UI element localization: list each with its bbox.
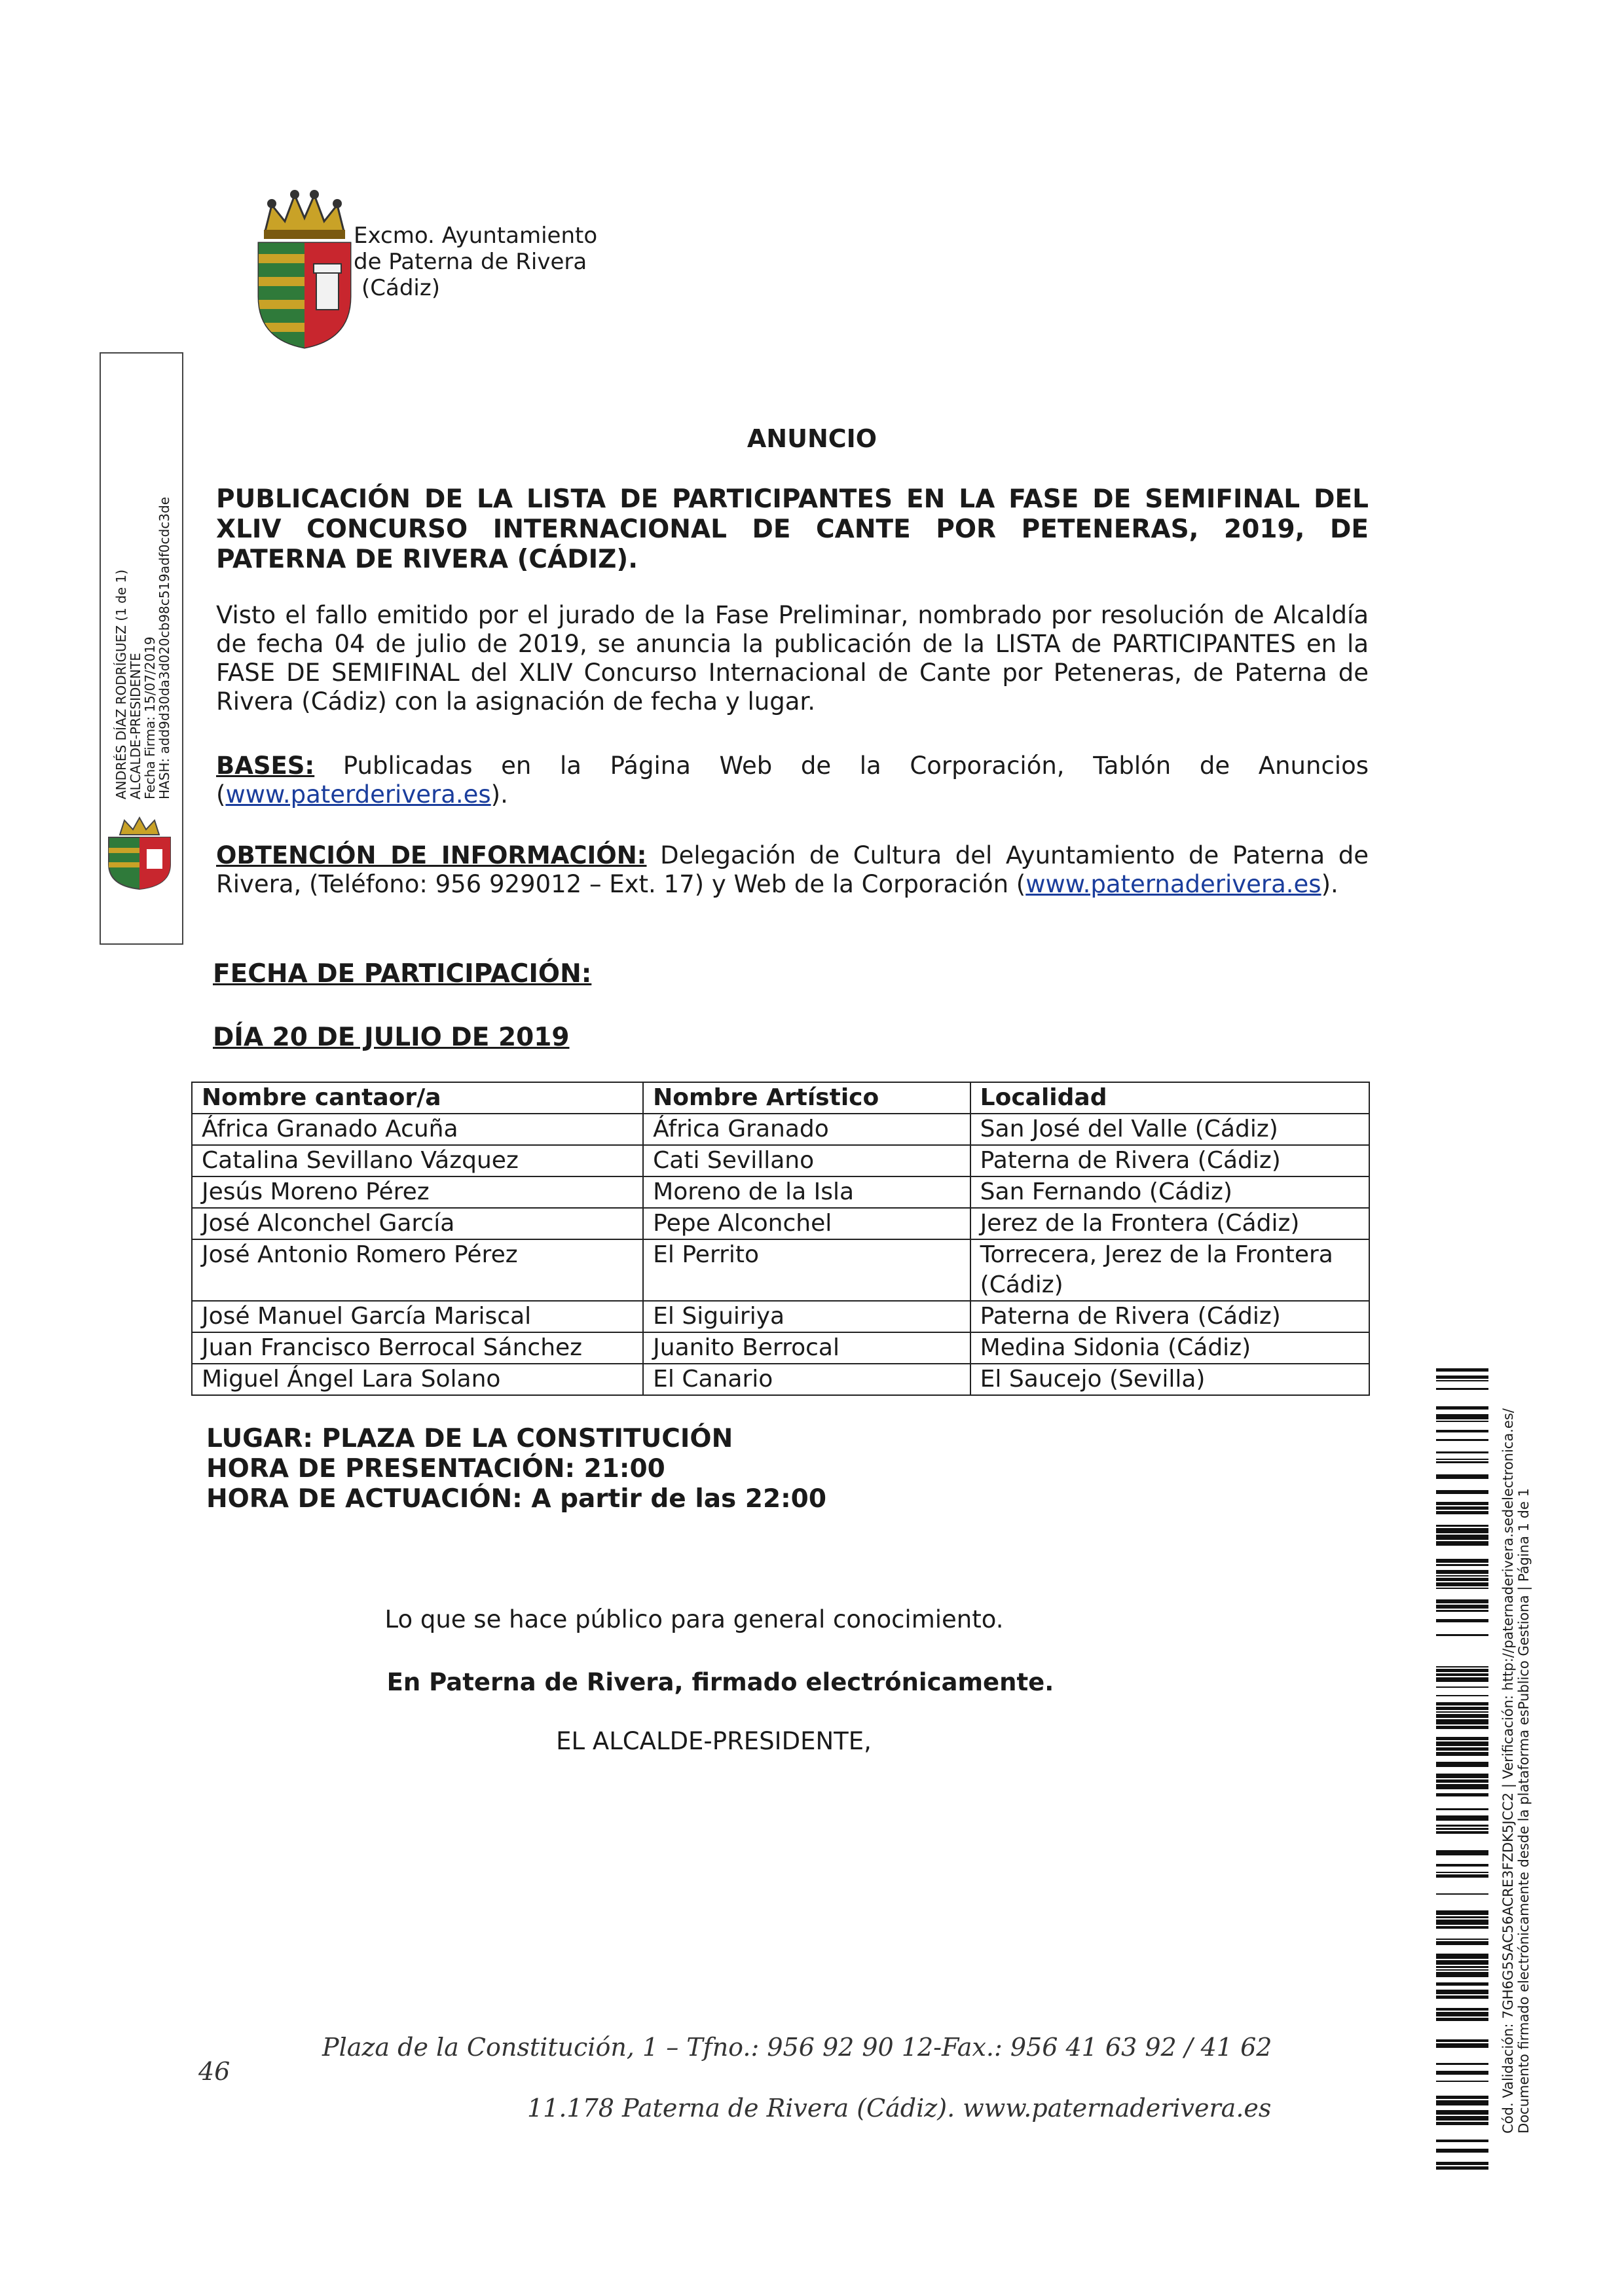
header-line-3: (Cádiz) — [361, 275, 440, 301]
signature-hash: HASH: add9d30da3d020cb98c519adf0cdc3de — [157, 496, 172, 800]
footer-city: 11.178 Paterna de Rivera (Cádiz). www.paternaderivera.es — [527, 2094, 1272, 2123]
validation-text — [1500, 1408, 1532, 2134]
table-row — [192, 1364, 1369, 1395]
cell-artistico: El Siguiriya — [643, 1301, 970, 1332]
cell-localidad: Jerez de la Frontera (Cádiz) — [970, 1208, 1369, 1239]
bases-label: BASES: — [216, 752, 315, 780]
cell-nombre: Catalina Sevillano Vázquez — [192, 1145, 643, 1176]
table-row — [192, 1301, 1369, 1332]
cell-artistico: Cati Sevillano — [643, 1145, 970, 1176]
cell-artistico: África Granado — [643, 1114, 970, 1145]
cell-nombre: José Manuel García Mariscal — [192, 1301, 643, 1332]
event-details — [206, 1424, 826, 1514]
cell-nombre: José Antonio Romero Pérez — [192, 1239, 643, 1301]
header-localidad: Localidad — [970, 1082, 1369, 1114]
cell-localidad: Paterna de Rivera (Cádiz) — [970, 1145, 1369, 1176]
cell-nombre: Jesús Moreno Pérez — [192, 1176, 643, 1208]
bases-link[interactable]: www.paterderivera.es — [225, 780, 491, 809]
closing-line-2: En Paterna de Rivera, firmado electrónicamente. — [386, 1668, 1054, 1696]
page-title: ANUNCIO — [747, 424, 877, 453]
hora-presentacion-line: HORA DE PRESENTACIÓN: 21:00 — [206, 1454, 665, 1484]
footer-address: Plaza de la Constitución, 1 – Tfno.: 956 92 90 12-Fax.: 956 41 63 92 / 41 62 — [322, 2033, 1272, 2062]
closing-line-3: EL ALCALDE-PRESIDENTE, — [556, 1727, 872, 1755]
lugar-line: LUGAR: PLAZA DE LA CONSTITUCIÓN — [206, 1424, 733, 1453]
barcode — [1436, 1368, 1488, 2177]
cell-localidad: Medina Sidonia (Cádiz) — [970, 1332, 1369, 1364]
cell-nombre: África Granado Acuña — [192, 1114, 643, 1145]
validation-platform: Documento firmado electrónicamente desde la plataforma esPublico Gestiona | Página 1 de 1 — [1516, 1488, 1532, 2134]
info-link[interactable]: www.paternaderivera.es — [1025, 870, 1321, 898]
table-header-row — [192, 1082, 1369, 1114]
signer-name: ANDRÉS DÍAZ RODRÍGUEZ (1 de 1) — [113, 569, 129, 800]
header-line-2: de Paterna de Rivera — [354, 249, 587, 275]
dia-label: DÍA 20 DE JULIO DE 2019 — [213, 1023, 570, 1052]
cell-localidad: El Saucejo (Sevilla) — [970, 1364, 1369, 1395]
fecha-label: FECHA DE PARTICIPACIÓN: — [213, 959, 592, 989]
signature-stamp-text — [114, 497, 172, 799]
municipal-crest-logo — [252, 185, 357, 349]
cell-nombre: Juan Francisco Berrocal Sánchez — [192, 1332, 643, 1364]
hora-actuacion-line: HORA DE ACTUACIÓN: A partir de las 22:00 — [206, 1484, 826, 1514]
cell-localidad: Torrecera, Jerez de la Frontera (Cádiz) — [970, 1239, 1369, 1301]
cell-nombre: José Alconchel García — [192, 1208, 643, 1239]
table-row — [192, 1332, 1369, 1364]
signature-date: Fecha Firma: 15/07/2019 — [142, 636, 158, 800]
table-row — [192, 1145, 1369, 1176]
cell-artistico: Pepe Alconchel — [643, 1208, 970, 1239]
cell-artistico: Moreno de la Isla — [643, 1176, 970, 1208]
publication-heading: PUBLICACIÓN DE LA LISTA DE PARTICIPANTES EN LA FASE DE SEMIFINAL DEL XLIV CONCURSO INTERNACIONAL DE CANTE POR PETENERAS, 2019, DE PATERNA DE RIVERA (CÁDIZ). — [216, 484, 1369, 574]
closing-line-1: Lo que se hace público para general conocimiento. — [384, 1605, 1004, 1633]
intro-paragraph: Visto el fallo emitido por el jurado de la Fase Preliminar, nombrado por resolución de Alcaldía de fecha 04 de julio de 2019, se anuncia la publicación de la LISTA de PARTICIPANTES en la FASE DE SEMIFINAL del XLIV Concurso Internacional de Cante por Peteneras, de Paterna de Rivera (Cádiz) con la asignación de fecha y lugar. — [216, 601, 1369, 716]
validation-code: Cód. Validación: 7GH6G5SAC56ACRE3FZDK5JCC2 | Verificación: http://paternaderivera.sedelectronica.es/ — [1500, 1408, 1516, 2134]
table-row — [192, 1176, 1369, 1208]
stamp-crest-icon — [103, 815, 175, 890]
cell-artistico: El Perrito — [643, 1239, 970, 1301]
info-text: Delegación de Cultura del Ayuntamiento de Paterna de Rivera, (Teléfono: 956 929012 – Ext. 17) y Web de la Corporación ( — [216, 841, 1369, 898]
cell-localidad: Paterna de Rivera (Cádiz) — [970, 1301, 1369, 1332]
bases-end: ). — [490, 780, 508, 809]
info-label: OBTENCIÓN DE INFORMACIÓN: — [216, 841, 647, 869]
header-nombre: Nombre cantaor/a — [192, 1082, 643, 1114]
page-number: 46 — [198, 2057, 231, 2086]
table-row — [192, 1114, 1369, 1145]
table-row — [192, 1239, 1369, 1301]
participants-table — [191, 1082, 1370, 1396]
info-paragraph — [216, 841, 1369, 899]
header-line-1: Excmo. Ayuntamiento — [354, 223, 598, 249]
table-row — [192, 1208, 1369, 1239]
cell-nombre: Miguel Ángel Lara Solano — [192, 1364, 643, 1395]
cell-localidad: San Fernando (Cádiz) — [970, 1176, 1369, 1208]
cell-artistico: Juanito Berrocal — [643, 1332, 970, 1364]
municipality-header — [354, 223, 597, 301]
bases-text: Publicadas en la Página Web de la Corporación, Tablón de Anuncios ( — [216, 752, 1369, 809]
cell-artistico: El Canario — [643, 1364, 970, 1395]
header-artistico: Nombre Artístico — [643, 1082, 970, 1114]
cell-localidad: San José del Valle (Cádiz) — [970, 1114, 1369, 1145]
info-end: ). — [1321, 870, 1338, 898]
bases-paragraph — [216, 752, 1369, 809]
signer-role: ALCALDE-PRESIDENTE — [128, 653, 143, 800]
